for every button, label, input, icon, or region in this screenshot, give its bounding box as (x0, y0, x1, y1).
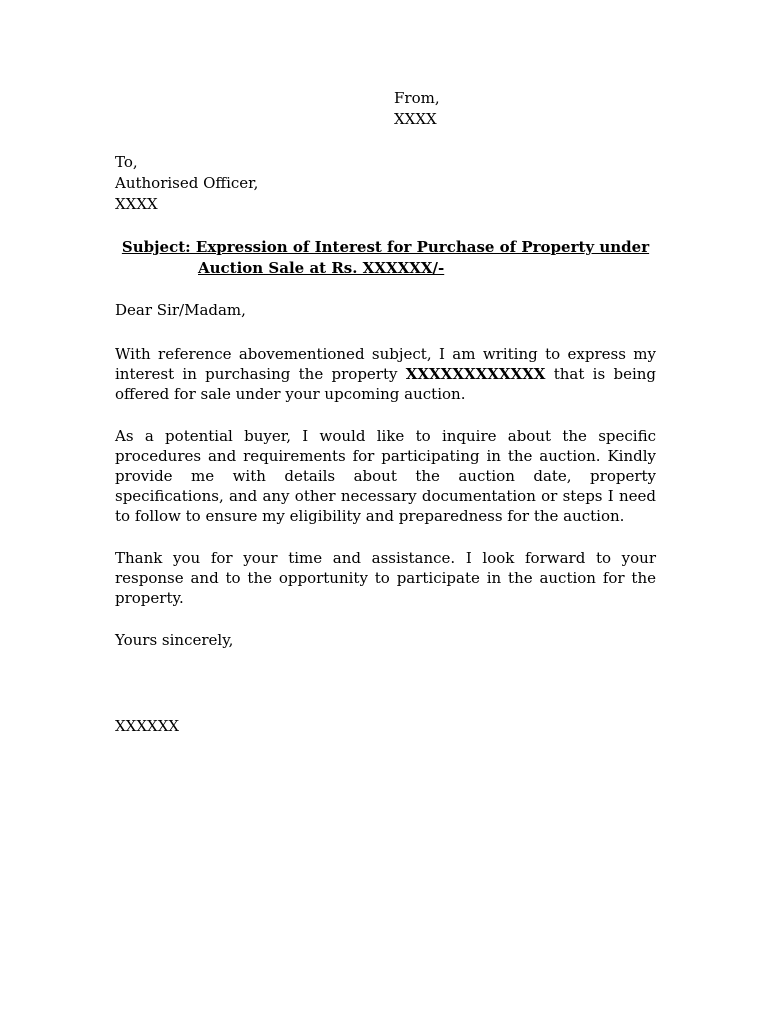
subject-heading (115, 237, 656, 279)
recipient-name: XXXX (115, 195, 158, 213)
signature-name: XXXXXX (115, 717, 180, 735)
recipient-block (115, 152, 258, 215)
paragraph-intro-text-end: that is being offered for sale under your upcoming auction. (115, 365, 656, 403)
closing: Yours sincerely, (115, 631, 234, 649)
subject-line-2: Auction Sale at Rs. XXXXXX/- (198, 259, 445, 277)
property-placeholder: XXXXXXXXXXXX (405, 365, 546, 383)
from-label: From, (394, 89, 440, 107)
subject-line-1: Subject: Expression of Interest for Purchase of Property under (121, 238, 650, 256)
paragraph-thanks: Thank you for your time and assistance. I look forward to your response and to the opportunity to participate in the auction for the property. (115, 549, 656, 607)
sender-block (394, 88, 440, 130)
sender-name: XXXX (394, 110, 437, 128)
paragraph-inquiry: As a potential buyer, I would like to inquire about the specific procedures and requirements for participating in the auction. Kindly provide me with details about the auction date, property specifications, and any other necessary documentation or steps I need to follow to ensure my eligibility and preparedness for the auction. (115, 427, 656, 525)
to-label: To, (115, 153, 138, 171)
paragraph-intro-text-start: With reference abovementioned subject, I am writing to express my interest in purchasing the property (115, 345, 656, 383)
salutation: Dear Sir/Madam, (115, 301, 246, 319)
recipient-designation: Authorised Officer, (115, 174, 259, 192)
paragraph-intro (115, 344, 656, 404)
